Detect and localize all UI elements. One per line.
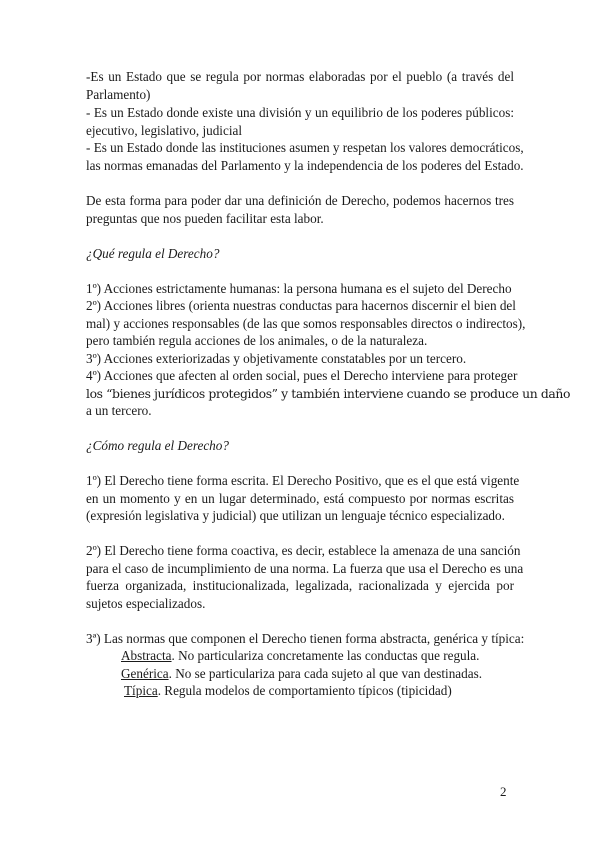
text-line: 1º) El Derecho tiene forma escrita. El Derecho Positivo, que es el que está vigente [86,473,520,488]
text-line: ejecutivo, legislativo, judicial [86,123,243,138]
text-line: sujetos especializados. [86,596,206,611]
text-line: fuerza organizada, institucionalizada, legalizada, racionalizada y ejercida por [86,578,514,593]
text-line: Parlamento) [86,87,151,102]
page-number: 2 [500,784,507,799]
text-line: a un tercero. [86,403,152,418]
form-item [121,665,482,683]
form-term: Típica [124,683,158,698]
text-line: -Es un Estado que se regula por normas elaboradas por el pueblo (a través del [86,69,514,84]
text-line: 1º) Acciones estrictamente humanas: la persona humana es el sujeto del Derecho [86,281,512,296]
text-line: en un momento y en un lugar determinado, está compuesto por normas escritas [86,491,514,506]
text-line: 4º) Acciones que afecten al orden social, pues el Derecho interviene para proteger [86,368,518,383]
form-term: Abstracta [121,648,172,663]
text-line: los “bienes jurídicos protegidos” y también interviene cuando se produce un daño [86,386,571,401]
text-line: 3º) Acciones exteriorizadas y objetivamente constatables por un tercero. [86,351,467,366]
section-heading: ¿Qué regula el Derecho? [86,246,220,261]
text-line: mal) y acciones responsables (de las que somos responsables directos o indirectos), [86,316,526,331]
text-line: (expresión legislativa y judicial) que utilizan un lenguaje técnico especializado. [86,508,505,523]
form-desc: . No particulariza concretamente las conductas que regula. [171,648,480,663]
text-line: 2º) Acciones libres (orienta nuestras conductas para hacernos discernir el bien del [86,298,516,313]
text-line: preguntas que nos pueden facilitar esta labor. [86,211,324,226]
form-term: Genérica [121,666,169,681]
text-line: De esta forma para poder dar una definición de Derecho, podemos hacernos tres [86,193,514,208]
text-line: 2º) El Derecho tiene forma coactiva, es decir, establece la amenaza de una sanción [86,543,521,558]
form-desc: . Regula modelos de comportamiento típicos (tipicidad) [157,683,452,698]
section-heading: ¿Cómo regula el Derecho? [86,438,229,453]
text-line: - Es un Estado donde las instituciones asumen y respetan los valores democráticos, [86,140,524,155]
text-line: las normas emanadas del Parlamento y la independencia de los poderes del Estado. [86,158,524,173]
form-desc: . No se particulariza para cada sujeto al que van destinadas. [168,666,483,681]
form-item [124,682,452,700]
text-line: pero también regula acciones de los animales, o de la naturaleza. [86,333,428,348]
text-line: para el caso de incumplimiento de una norma. La fuerza que usa el Derecho es una [86,561,524,576]
text-line: 3ª) Las normas que componen el Derecho tienen forma abstracta, genérica y típica: [86,631,525,646]
form-item [121,647,479,665]
text-line: - Es un Estado donde existe una división y un equilibrio de los poderes públicos: [86,105,514,120]
